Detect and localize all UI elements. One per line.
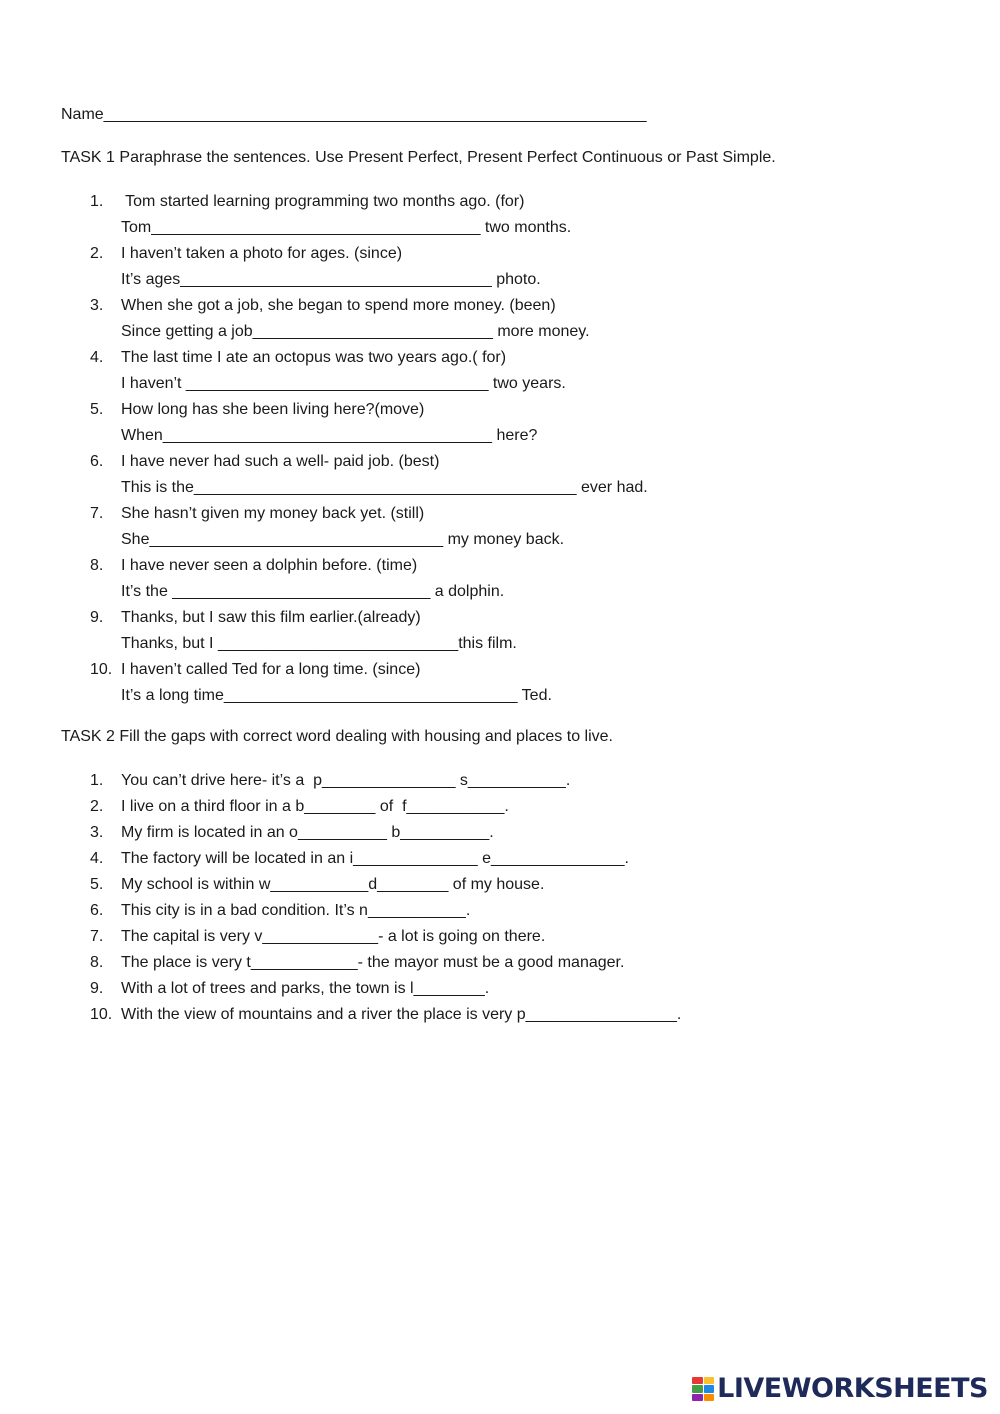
item-number: 10. <box>90 1006 113 1023</box>
item-sentence: Thanks, but I saw this film earlier.(already) <box>121 609 421 626</box>
task2-item <box>90 924 681 950</box>
task2-item <box>90 872 681 898</box>
item-answer-line: It’s ages___________________________________ photo. <box>121 271 541 288</box>
item-number: 3. <box>90 297 104 314</box>
task1-item <box>90 241 648 293</box>
item-answer-line: I haven’t __________________________________ two years. <box>121 375 566 392</box>
item-number: 9. <box>90 980 104 997</box>
item-sentence: With a lot of trees and parks, the town is l________. <box>121 980 490 997</box>
item-number: 1. <box>90 772 104 789</box>
item-sentence: I live on a third floor in a b________ of f___________. <box>121 798 509 815</box>
task2-item <box>90 1002 681 1028</box>
task2-item <box>90 976 681 1002</box>
task2-item <box>90 768 681 794</box>
item-sentence: This city is in a bad condition. It’s n___________. <box>121 902 471 919</box>
item-number: 2. <box>90 245 104 262</box>
task2-item <box>90 820 681 846</box>
item-sentence: I have never seen a dolphin before. (time) <box>121 557 418 574</box>
item-sentence: She hasn’t given my money back yet. (still) <box>121 505 425 522</box>
item-number: 8. <box>90 557 104 574</box>
item-sentence: I haven’t called Ted for a long time. (since) <box>121 661 421 678</box>
task2-item <box>90 898 681 924</box>
task2-list <box>90 768 681 1028</box>
item-number: 8. <box>90 954 104 971</box>
item-number: 10. <box>90 661 113 678</box>
item-number: 1. <box>90 193 104 210</box>
task2-item <box>90 950 681 976</box>
task1-item <box>90 345 648 397</box>
task1-item <box>90 657 648 709</box>
item-number: 3. <box>90 824 104 841</box>
logo-text: LIVEWORKSHEETS <box>717 1373 988 1404</box>
item-number: 6. <box>90 453 104 470</box>
item-sentence: I have never had such a well- paid job. (best) <box>121 453 440 470</box>
logo-mark-square <box>692 1394 703 1401</box>
item-number: 4. <box>90 349 104 366</box>
task1-list <box>90 189 648 709</box>
task1-heading: TASK 1 Paraphrase the sentences. Use Present Perfect, Present Perfect Continuous or Past Simple. <box>61 149 776 166</box>
task1-item <box>90 397 648 449</box>
item-number: 2. <box>90 798 104 815</box>
logo-mark-square <box>692 1385 703 1392</box>
item-sentence: With the view of mountains and a river the place is very p_________________. <box>121 1006 682 1023</box>
item-sentence: How long has she been living here?(move) <box>121 401 425 418</box>
item-answer-line: Since getting a job___________________________ more money. <box>121 323 590 340</box>
logo-mark-square <box>704 1377 715 1384</box>
logo-mark-square <box>704 1385 715 1392</box>
item-number: 6. <box>90 902 104 919</box>
item-number: 5. <box>90 876 104 893</box>
item-answer-line: When_____________________________________ here? <box>121 427 538 444</box>
item-number: 7. <box>90 505 104 522</box>
logo-mark-square <box>692 1377 703 1384</box>
task2-heading: TASK 2 Fill the gaps with correct word dealing with housing and places to live. <box>61 728 613 745</box>
task1-item <box>90 293 648 345</box>
item-number: 9. <box>90 609 104 626</box>
item-sentence: The factory will be located in an i______________ e_______________. <box>121 850 629 867</box>
item-answer-line: She_________________________________ my money back. <box>121 531 565 548</box>
task2-item <box>90 794 681 820</box>
item-answer-line: It’s a long time_________________________________ Ted. <box>121 687 552 704</box>
task1-item <box>90 189 648 241</box>
item-answer-line: Thanks, but I ___________________________this film. <box>121 635 517 652</box>
item-sentence: When she got a job, she began to spend more money. (been) <box>121 297 556 314</box>
task1-item <box>90 553 648 605</box>
item-answer-line: It’s the _____________________________ a dolphin. <box>121 583 505 600</box>
item-sentence: The last time I ate an octopus was two years ago.( for) <box>121 349 507 366</box>
item-number: 4. <box>90 850 104 867</box>
task1-item <box>90 501 648 553</box>
item-answer-line: This is the___________________________________________ ever had. <box>121 479 648 496</box>
item-sentence: I haven’t taken a photo for ages. (since) <box>121 245 403 262</box>
logo-mark-square <box>704 1394 715 1401</box>
item-sentence: Tom started learning programming two months ago. (for) <box>121 193 525 210</box>
item-sentence: My firm is located in an o__________ b__________. <box>121 824 494 841</box>
liveworksheets-logo-icon <box>692 1377 714 1401</box>
item-sentence: The capital is very v_____________- a lot is going on there. <box>121 928 546 945</box>
task1-item <box>90 605 648 657</box>
task1-item <box>90 449 648 501</box>
name-field-line: Name_____________________________________________________________ <box>61 106 647 123</box>
item-number: 5. <box>90 401 104 418</box>
item-answer-line: Tom_____________________________________ two months. <box>121 219 572 236</box>
item-number: 7. <box>90 928 104 945</box>
liveworksheets-logo <box>692 1374 988 1404</box>
item-sentence: You can’t drive here- it’s a p_______________ s___________. <box>121 772 571 789</box>
task2-item <box>90 846 681 872</box>
item-sentence: The place is very t____________- the mayor must be a good manager. <box>121 954 625 971</box>
item-sentence: My school is within w___________d________ of my house. <box>121 876 545 893</box>
